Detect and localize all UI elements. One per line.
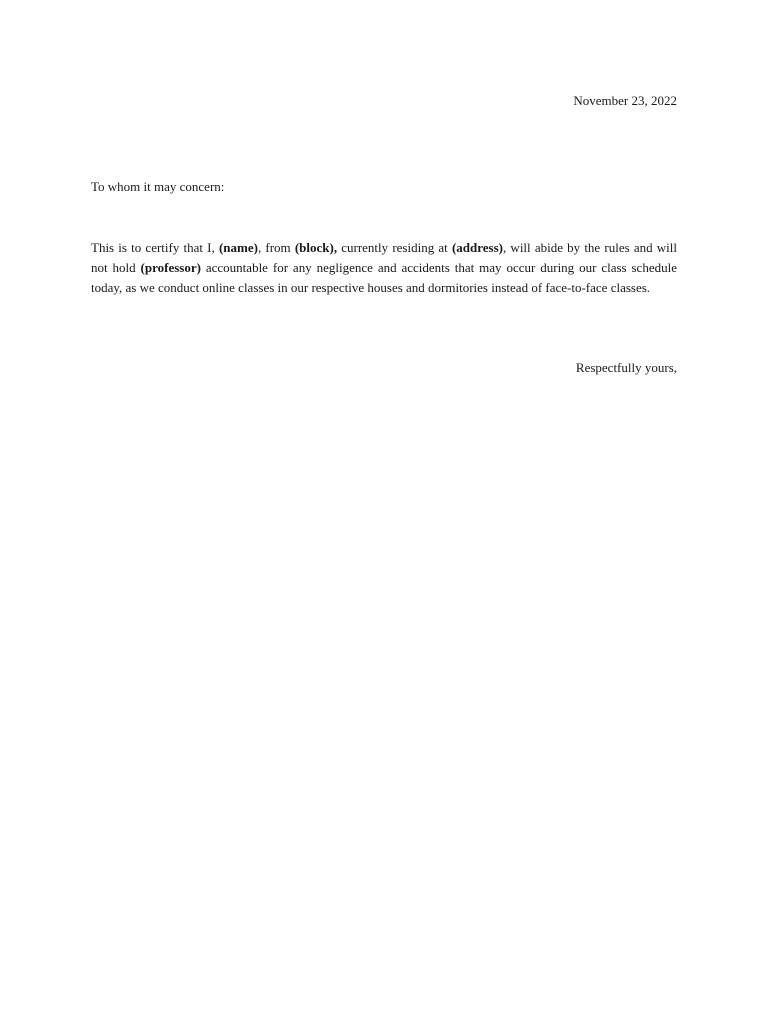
closing: Respectfully yours, — [575, 360, 677, 375]
professor-placeholder: (professor) — [140, 260, 201, 275]
body-text-4: , will abide by the rules and will not hold — [91, 240, 677, 275]
body-paragraph — [91, 238, 677, 298]
body-text-5: accountable for any negligence and accidents that may occur during our class schedule today, as we conduct online classes in our respective houses and dormitories instead of face-to-face classes. — [91, 260, 677, 295]
name-placeholder: (name) — [218, 240, 258, 255]
address-placeholder: (address) — [451, 240, 503, 255]
salutation: To whom it may concern: — [91, 179, 225, 194]
body-text-1: This is to certify that I, — [91, 240, 219, 255]
letter-date: November 23, 2022 — [573, 93, 677, 108]
block-placeholder: (block), — [294, 240, 338, 255]
body-text-3: currently residing at — [337, 240, 452, 255]
body-text-2: , from — [257, 240, 295, 255]
